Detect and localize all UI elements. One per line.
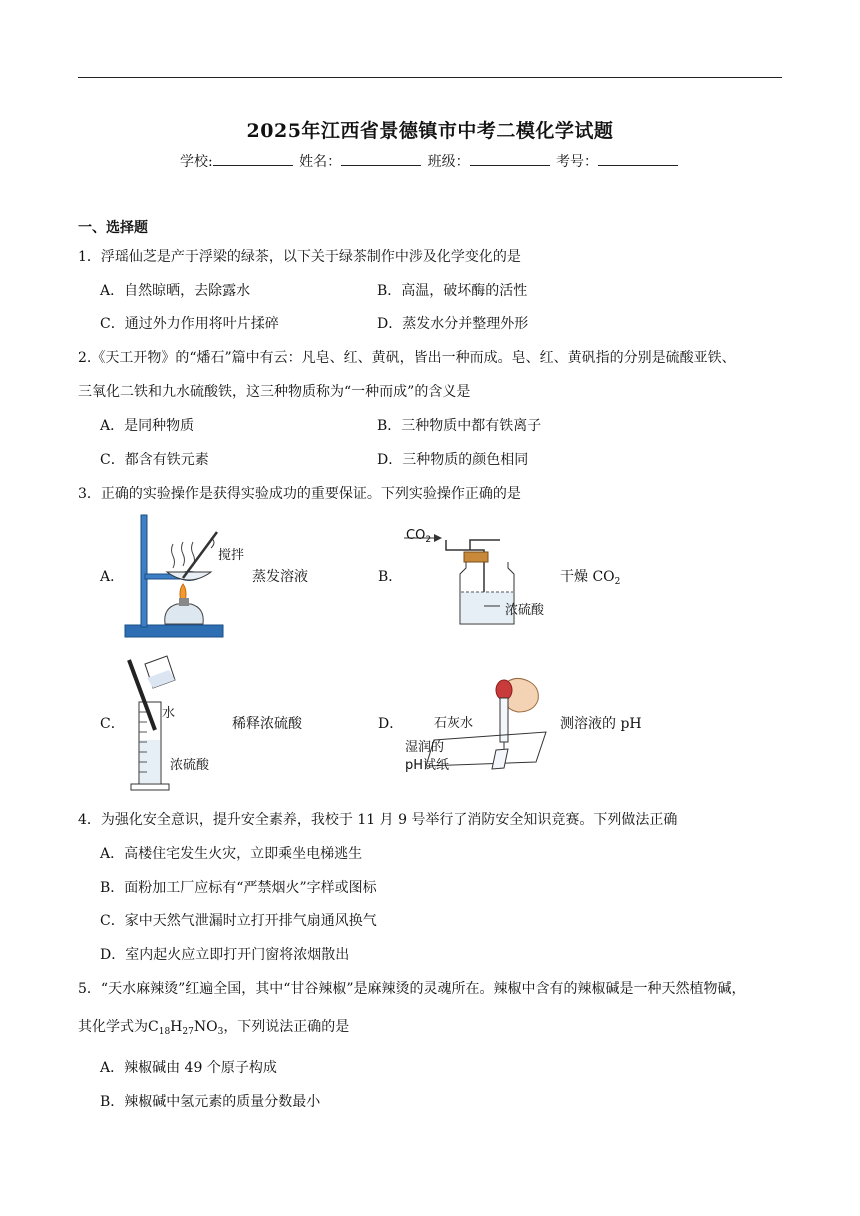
q2-option-b[interactable]: B．三种物质中都有铁离子 [377, 418, 542, 434]
q3-stem: 3．正确的实验操作是获得实验成功的重要保证。下列实验操作正确的是 [78, 486, 521, 502]
q3-option-a-letter[interactable]: A． [100, 569, 125, 585]
q2-option-a[interactable]: A．是同种物质 [100, 418, 195, 434]
q3-option-c-caption: 稀释浓硫酸 [232, 716, 302, 732]
q3-option-a-caption: 蒸发溶液 [252, 569, 308, 585]
q1-option-a[interactable]: A．自然晾晒，去除露水 [100, 283, 251, 299]
q3-option-d-letter[interactable]: D． [378, 716, 404, 732]
conc-sulfuric-label-c: 浓硫酸 [170, 758, 210, 773]
stir-label: 搅拌 [218, 548, 245, 563]
header-rule [78, 77, 782, 78]
q4-option-b[interactable]: B．面粉加工厂应标有“严禁烟火”字样或图标 [100, 880, 377, 896]
capsaicin-formula: $C_{18}H_{27}NO_3$ [148, 1019, 224, 1037]
school-blank[interactable] [213, 153, 293, 166]
school-label: 学校: [179, 154, 213, 170]
q3-option-d-caption: 测溶液的 pH [560, 716, 642, 732]
evaporation-apparatus-figure [125, 512, 255, 640]
q3-option-b-caption: 干燥 $CO_2$ [560, 569, 621, 587]
q1-option-b[interactable]: B．高温，破坏酶的活性 [377, 283, 528, 299]
name-label: 姓名： [299, 154, 342, 170]
q4-option-c[interactable]: C．家中天然气泄漏时立打开排气扇通风换气 [100, 913, 377, 929]
q2-option-c[interactable]: C．都含有铁元素 [100, 452, 209, 468]
exam-no-label: 考号： [556, 154, 599, 170]
ph-paper-label-2: pH试纸 [405, 758, 450, 773]
name-blank[interactable] [341, 153, 421, 166]
limewater-label: 石灰水 [434, 716, 474, 731]
q1-stem: 1．浮瑶仙芝是产于浮梁的绿茶，以下关于绿茶制作中涉及化学变化的是 [78, 249, 521, 265]
q1-option-d[interactable]: D．蒸发水分并整理外形 [377, 316, 529, 332]
section-title: 一、选择题 [78, 220, 148, 236]
page-title: 2025年江西省景德镇市中考二模化学试题 [246, 120, 614, 142]
q5-stem-line2: 其化学式为$C_{18}H_{27}NO_3$，下列说法正确的是 [78, 1019, 350, 1037]
q4-stem: 4．为强化安全意识，提升安全素养，我校于 11 月 9 号举行了消防安全知识竞赛。下列做法正确 [78, 812, 678, 828]
q5-option-b[interactable]: B．辣椒碱中氢元素的质量分数最小 [100, 1094, 321, 1110]
exam-no-blank[interactable] [598, 153, 678, 166]
q2-stem-line1: 2.《天工开物》的“燔石”篇中有云：凡皂、红、黄矾，皆出一种而成。皂、红、黄矾指的分别是硫酸亚铁、 [78, 350, 736, 366]
q4-option-d[interactable]: D．室内起火应立即打开门窗将浓烟散出 [100, 947, 350, 963]
conc-sulfuric-label-b: 浓硫酸 [505, 603, 545, 618]
water-label: 水 [162, 706, 176, 721]
q4-option-a[interactable]: A．高楼住宅发生火灾，立即乘坐电梯逃生 [100, 846, 363, 862]
q5-option-a[interactable]: A．辣椒碱由 49 个原子构成 [100, 1060, 277, 1076]
q3-option-b-letter[interactable]: B． [378, 569, 403, 585]
ph-paper-label-1: 湿润的 [405, 740, 445, 755]
class-label: 班级： [427, 154, 470, 170]
q5-stem-line1: 5．“天水麻辣烫”红遍全国，其中“甘谷辣椒”是麻辣烫的灵魂所在。辣椒中含有的辣椒碱是一种天然植物碱， [78, 981, 746, 997]
student-info-line [0, 151, 860, 171]
co2-gas-label: $CO_2$ [406, 528, 432, 545]
q2-option-d[interactable]: D．三种物质的颜色相同 [377, 452, 529, 468]
q1-option-c[interactable]: C．通过外力作用将叶片揉碎 [100, 316, 279, 332]
q2-stem-line2: 三氧化二铁和九水硫酸铁，这三种物质称为“一种而成”的含义是 [78, 384, 471, 400]
q3-option-c-letter[interactable]: C． [100, 716, 125, 732]
class-blank[interactable] [470, 153, 550, 166]
